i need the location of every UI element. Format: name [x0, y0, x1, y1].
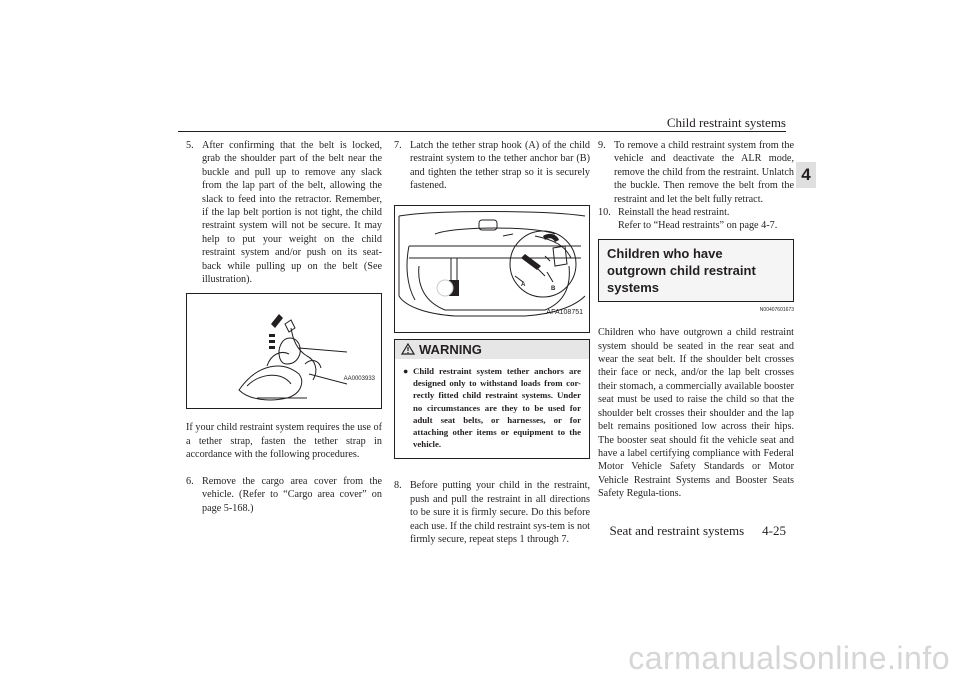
- page-number: 4-25: [762, 523, 786, 538]
- tether-intro-paragraph: If your child restraint system requires the use of a tether strap, fasten the tether strap in accordance with the following procedures.: [186, 422, 382, 461]
- step-number: 7.: [394, 140, 402, 151]
- step-number: 8.: [394, 480, 402, 492]
- footer-section: Seat and restraint systems: [609, 523, 745, 538]
- step-text: Reinstall the head restraint.: [618, 207, 730, 219]
- column-3: [598, 139, 794, 514]
- step-6: [186, 475, 382, 515]
- step-5: [186, 139, 382, 286]
- belt-tightening-illustration: [186, 293, 382, 409]
- column-2: [394, 139, 590, 559]
- step-10: [598, 206, 794, 233]
- header-rule: [178, 131, 786, 132]
- step-text: Before putting your child in the restraint, push and pull the restraint in all directions to be sure it is firmly secure. Do this before each use. If the child restraint sys-tem is not firmly secure, repeat steps 1 through 7.: [410, 480, 590, 546]
- step-7: [394, 139, 590, 193]
- step-text: Latch the tether strap hook (A) of the child restraint system to the tether anchor bar (B) and tighten the tether strap so it is securely fastened.: [410, 140, 590, 192]
- section-body: Children who have outgrown a child restraint system should be seated in the rear seat and wear the seat belt. If the shoulder belt crosses their face or neck, and/or the lap belt crosses their stomach, a commercially available booster seat must be used to raise the child so that the shoulder belt crosses their shoulder and the lap belt remains positioned low across their hips. The booster seat should fit the vehicle seat and have a label certifying compliance with Federal Motor Vehicle Safety Standards or Motor Vehicle Restraint Systems and Booster Seats Safety Regula-tions.: [598, 327, 794, 500]
- step-8: [394, 479, 590, 546]
- step-number: 5.: [186, 140, 194, 151]
- running-header-title: Child restraint systems: [666, 115, 786, 130]
- warning-title: WARNING: [419, 341, 482, 357]
- warning-body: [395, 359, 589, 458]
- warning-triangle-icon: [401, 343, 415, 355]
- step-number: 9.: [598, 140, 606, 151]
- figure-code: AFA108751: [546, 309, 583, 317]
- bullet-icon: ●: [403, 366, 409, 377]
- step-number: 6.: [186, 475, 194, 487]
- warning-box: [394, 339, 590, 460]
- warning-header: [395, 340, 589, 359]
- step-text: To remove a child restraint system from the vehicle and deactivate the ALR mode, remove the child from the restraint. Unlatch the buckle. Then remove the belt from the restraint and let the belt fully retract.: [614, 140, 794, 205]
- label-a: A: [521, 281, 526, 288]
- running-footer: [609, 523, 786, 539]
- step-reference: Refer to “Head restraints” on page 4-7.: [618, 220, 778, 232]
- section-code: N00407601673: [759, 306, 794, 313]
- seat-belt-illustration: [187, 294, 381, 408]
- watermark: carmanualsonline.info: [628, 640, 950, 676]
- step-text: After confirming that the belt is locked, grab the shoulder part of the belt near the buckle and pull up to remove any slack from the lap part of the belt, allowing the slack to feed into the retractor. Remember, if the lap belt portion is not tight, the child restraint system will not be secure. It may help to put your weight on the child restraint system and/or push on its seat-back while pulling up on the belt (See illustration).: [202, 140, 382, 286]
- warning-text: Child restraint system tether anchors are designed only to withstand loads from cor-rectly fitted child restraint systems. Under no circumstances are they to be used for adult seat belts, or harnesses, or for attaching other items or equipment to the vehicle.: [413, 366, 581, 450]
- step-9: [598, 139, 794, 206]
- step-text: Remove the cargo area cover from the vehicle. (Refer to “Cargo area cover” on page 5-168.): [202, 475, 382, 514]
- section-heading: Children who have outgrown child restraint systems: [598, 239, 794, 302]
- figure-code: AA0003933: [343, 376, 375, 383]
- label-b: B: [551, 285, 556, 292]
- tether-anchor-illustration: [394, 205, 590, 333]
- step-number: 10.: [598, 207, 611, 219]
- column-1: [186, 139, 382, 528]
- chapter-tab: 4: [796, 162, 816, 188]
